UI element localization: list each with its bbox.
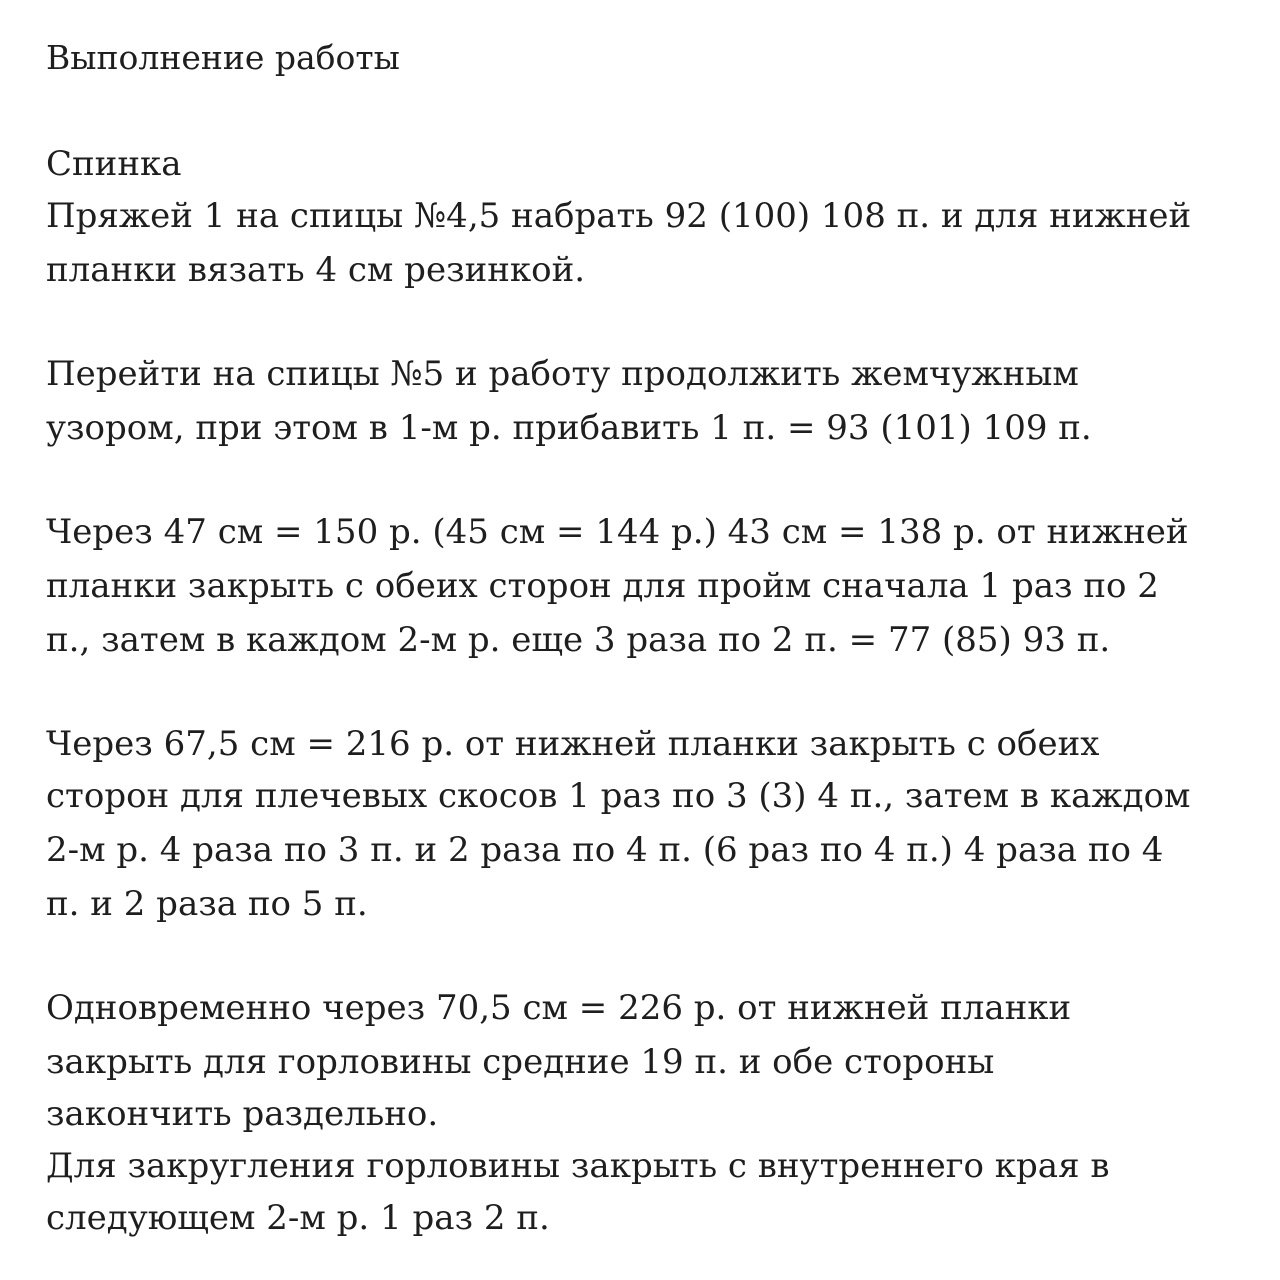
paragraph-5-line-3: закончить раздельно. — [46, 1094, 439, 1134]
paragraph-4-line-2: сторон для плечевых скосов 1 раз по 3 (3) 4 п., затем в каждом — [46, 776, 1191, 816]
paragraph-4-line-3: 2-м р. 4 раза по 3 п. и 2 раза по 4 п. (6 раз по 4 п.) 4 раза по 4 — [46, 830, 1164, 870]
paragraph-5-line-4: Для закругления горловины закрыть с внутреннего края в — [46, 1146, 1110, 1186]
document-title: Выполнение работы — [46, 38, 400, 77]
paragraph-4-line-4: п. и 2 раза по 5 п. — [46, 884, 368, 924]
paragraph-1-line-2: планки вязать 4 см резинкой. — [46, 250, 586, 290]
paragraph-3-line-1: Через 47 см = 150 р. (45 см = 144 р.) 43 см = 138 р. от нижней — [46, 512, 1189, 552]
paragraph-3-line-3: п., затем в каждом 2-м р. еще 3 раза по 2 п. = 77 (85) 93 п. — [46, 620, 1111, 660]
paragraph-5-line-2: закрыть для горловины средние 19 п. и обе стороны — [46, 1042, 995, 1082]
paragraph-3-line-2: планки закрыть с обеих сторон для пройм сначала 1 раз по 2 — [46, 566, 1159, 606]
paragraph-4-line-1: Через 67,5 см = 216 р. от нижней планки закрыть с обеих — [46, 724, 1100, 764]
paragraph-5-line-5: следующем 2-м р. 1 раз 2 п. — [46, 1198, 550, 1238]
paragraph-2-line-2: узором, при этом в 1-м р. прибавить 1 п. = 93 (101) 109 п. — [46, 408, 1092, 448]
section-heading: Спинка — [46, 144, 182, 184]
paragraph-2-line-1: Перейти на спицы №5 и работу продолжить жемчужным — [46, 354, 1079, 394]
paragraph-5-line-1: Одновременно через 70,5 см = 226 р. от нижней планки — [46, 988, 1072, 1028]
paragraph-1-line-1: Пряжей 1 на спицы №4,5 набрать 92 (100) 108 п. и для нижней — [46, 196, 1192, 236]
